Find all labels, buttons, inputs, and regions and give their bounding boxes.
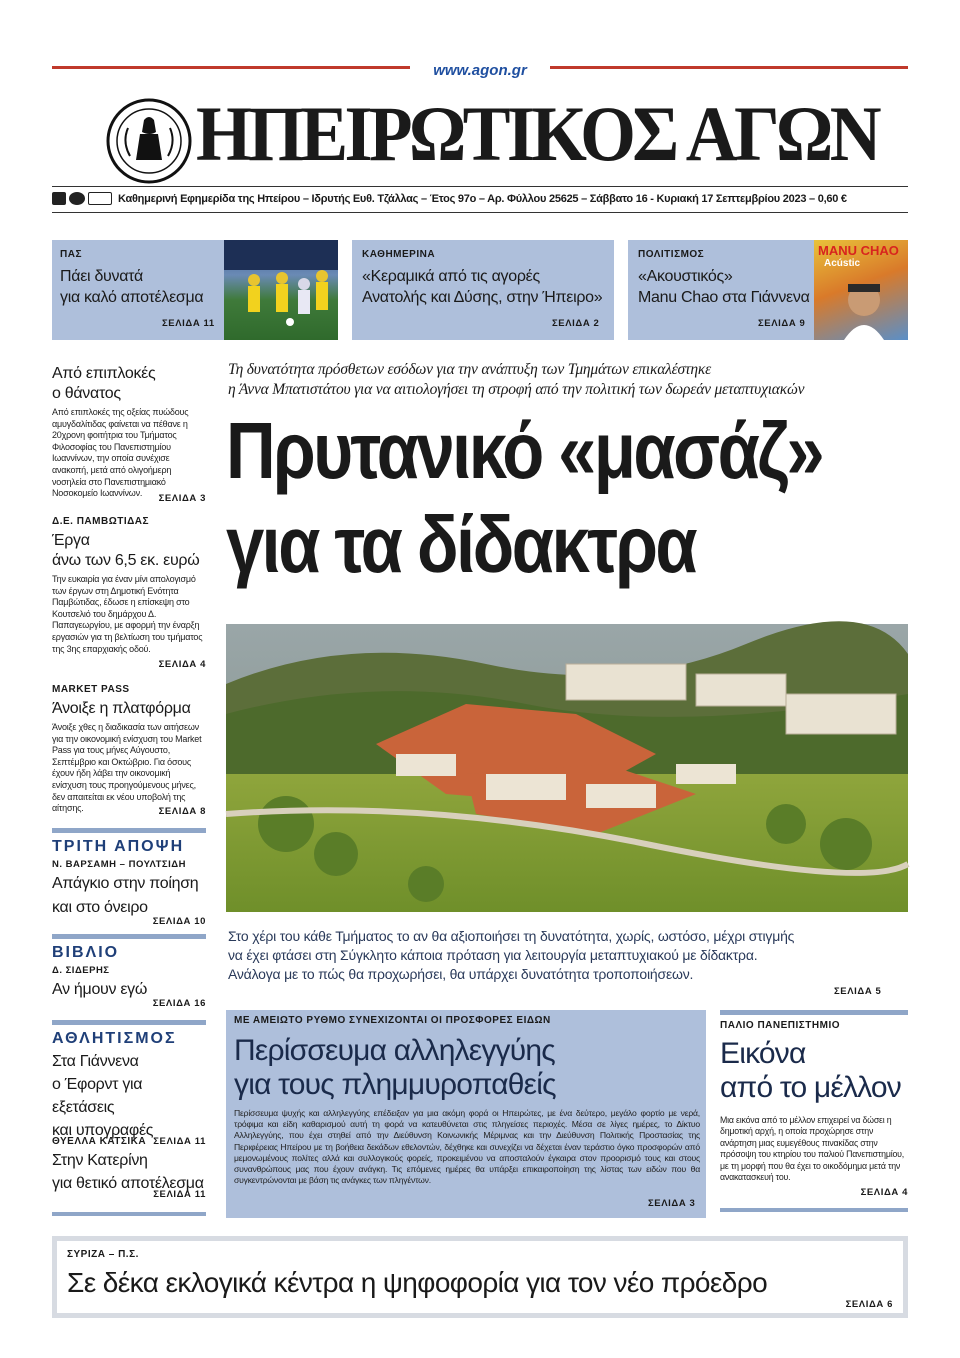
- headline-line: Απάγκιο στην ποίηση: [52, 875, 199, 892]
- logo-icon-2: [69, 192, 85, 205]
- headline-line: ο Έφορντ για εξετάσεις: [52, 1076, 143, 1116]
- sidebar-story-7[interactable]: [52, 1136, 206, 1200]
- sidebar-kicker: Δ.Ε. ΠΑΜΒΩΤΙΔΑΣ: [52, 516, 150, 527]
- masthead-rule-top: [52, 186, 908, 187]
- bottom-kicker: ΣΥΡΙΖΑ – Π.Σ.: [67, 1249, 139, 1260]
- headline-line: Περίσσευμα αλληλεγγύης: [234, 1034, 555, 1067]
- headline-line: και υπογραφές: [52, 1122, 154, 1139]
- sidebar-headline: Αν ήμουν εγώ: [52, 981, 148, 998]
- headline-line: Πρυτανικό «μασάζ»: [226, 406, 823, 495]
- sidebar-story-5[interactable]: [52, 944, 206, 1009]
- sidebar-story-1[interactable]: [52, 364, 206, 504]
- sidebar-headline: [52, 531, 206, 571]
- bottom-page: ΣΕΛΙΔΑ 6: [845, 1299, 893, 1310]
- teaser-politismos[interactable]: [628, 240, 908, 340]
- story-headline: [234, 1034, 556, 1102]
- lead-headline[interactable]: [226, 404, 828, 592]
- sidebar-body: Άνοιξε χθες η διαδικασία των αιτήσεων για την οικονομική ενίσχυση του Market Pass για τους μήνες Αύγουστο, Σεπτέμβριο και Οκτώβριο. Για όσους έχουν ήδη λάβει την οικονομική ενίσχυση τους προηγούμενους μήνες, δεν απαιτείται εκ νέου υποβολή της αίτησης.: [52, 722, 202, 814]
- sidebar-page: ΣΕΛΙΔΑ 4: [158, 659, 206, 670]
- teaser-headline: [362, 266, 602, 308]
- sidebar-headline: [52, 1050, 206, 1142]
- sidebar-headline: [52, 364, 206, 404]
- story-old-university[interactable]: [720, 1020, 908, 1198]
- teaser-page: ΣΕΛΙΔΑ 2: [552, 318, 600, 329]
- teaser-kicker: ΠΑΣ: [60, 249, 82, 260]
- manu-chao-photo: [814, 240, 908, 340]
- masthead-rule-bottom: [52, 212, 908, 213]
- headline-line: από το μέλλον: [720, 1071, 901, 1104]
- sidebar-body: Από επιπλοκές της οξείας πυώδους αμυγδαλίτιδας φαίνεται να πέθανε η 20χρονη φοιτήτρια του Τμήματος Φιλοσοφίας του Πανεπιστημίου Ιωαννίνων, την οποία συνέχισε ανακοπή, μετά από ολιγοήμερη νοσηλεία στο Πανεπιστημιακό Νοσοκομείο Ιωαννίνων.: [52, 407, 189, 499]
- story-page: ΣΕΛΙΔΑ 4: [860, 1187, 908, 1198]
- lead-deck: [228, 360, 918, 400]
- teaser-page: ΣΕΛΙΔΑ 9: [758, 318, 806, 329]
- bottom-story-syriza[interactable]: [52, 1236, 908, 1318]
- photo-sub: Acústic: [824, 258, 861, 269]
- sidebar-headline: [52, 872, 206, 920]
- section-rule: [52, 934, 206, 939]
- bottom-headline: Σε δέκα εκλογικά κέντρα η ψηφοφορία για τον νέο πρόεδρο: [67, 1267, 768, 1298]
- teaser-kicker: ΚΑΘΗΜΕΡΙΝΑ: [362, 249, 436, 260]
- sidebar-headline: Άνοιξε η πλατφόρμα: [52, 700, 191, 717]
- teaser-kathimerina[interactable]: [352, 240, 614, 340]
- headline-line: άνω των 6,5 εκ. ευρώ: [52, 552, 200, 569]
- story-flood-relief[interactable]: [226, 1010, 706, 1218]
- logo-icon-1: [52, 192, 66, 205]
- section-title: ΤΡΙΤΗ ΑΠΟΨΗ: [52, 838, 185, 855]
- sidebar-page: ΣΕΛΙΔΑ 11: [153, 1136, 206, 1147]
- headline-line: για τους πλημμυροπαθείς: [234, 1068, 556, 1101]
- sidebar-page: ΣΕΛΙΔΑ 3: [158, 493, 206, 504]
- teaser-page: ΣΕΛΙΔΑ 11: [162, 318, 215, 329]
- headline-line: Έργα: [52, 532, 90, 549]
- sidebar-kicker: Ν. ΒΑΡΣΑΜΗ – ΠΟΥΛΤΣΙΔΗ: [52, 859, 186, 870]
- teaser-line: Manu Chao στα Γιάννενα: [638, 289, 810, 306]
- deck-line: Τη δυνατότητα πρόσθετων εσόδων για την ανάπτυξη των Τμημάτων επικαλέστηκε: [228, 361, 711, 378]
- teaser-line: «Ακουστικός»: [638, 268, 733, 285]
- headline-line: Από επιπλοκές: [52, 365, 156, 382]
- football-photo: [224, 240, 338, 340]
- teaser-line: «Κεραμικά από τις αγορές: [362, 268, 540, 285]
- teaser-kicker: ΠΟΛΙΤΙΣΜΟΣ: [638, 249, 705, 260]
- sidebar-kicker: MARKET PASS: [52, 684, 130, 695]
- logo-icon-3: [88, 192, 112, 205]
- partner-logos: [52, 192, 114, 206]
- sidebar-kicker: Δ. ΣΙΔΕΡΗΣ: [52, 965, 110, 976]
- photo-caption: MANU CHAO: [818, 243, 899, 258]
- lead-caption: [228, 927, 918, 984]
- section-title: ΑΘΛΗΤΙΣΜΟΣ: [52, 1030, 177, 1047]
- sidebar-story-3[interactable]: [52, 684, 206, 817]
- story-body: Περίσσευμα ψυχής και αλληλεγγύης επέδειξαν για μια ακόμη φορά οι Ηπειρώτες, με ένα δεύτερο, μεγάλο φορτίο με νερά, τρόφιμα και είδη καθαρισμού αυτή τη φορά να κατευθύνεται στις πληγείσες περιοχές. Μέσα σε λίγες ημέρες, το Δίκτυο Αλληλεγγύης, που έχει στηθεί από την Διεύθυνση Κοινωνικής Μέριμνας και την Διεύθυνση Πολιτικής Προστασίας της Περιφέρειας Ηπείρου με τη βοήθεια δεκάδων εθελοντών, δέχθηκε και συνεχίζει να δέχεται έναν τεράστιο όγκο προσφορών από μεμονωμένους πολίτες αλλά και συλλογικούς φορείς, προκειμένου να αποσταλούν έγκαιρα στον προορισμό τους και στους συνανθρώπους μας που έχουν ανάγκη. Τις επόμενες ημέρες θα υπάρξει επικαιροποίηση της λίστας των ειδών που θα συγκεντρώνονται με βάση τις ανάγκες των πληγέντων.: [234, 1108, 700, 1186]
- headline-line: για τα δίδακτρα: [226, 500, 696, 589]
- caption-line: να έχει φτάσει στη Σύγκλητο κάποια πρόταση για λειτουργία μεταπτυχιακού με δίδακτρα.: [228, 947, 758, 963]
- section-title: ΒΙΒΛΙΟ: [52, 944, 120, 961]
- story-headline: [720, 1037, 908, 1105]
- headline-line: Στην Κατερίνη: [52, 1152, 148, 1169]
- masthead-title: ΗΠΕΙΡΩΤΙΚΟΣ ΑΓΩΝ: [196, 90, 878, 177]
- deck-line: η Άννα Μπατιστάτου για να αιτιολογήσει τη στροφή από την πολιτική των δωρεάν μεταπτυχιακών: [228, 381, 805, 398]
- headline-line: για θετικό αποτέλεσμα: [52, 1175, 204, 1192]
- section-rule: [720, 1010, 908, 1015]
- section-rule: [52, 1212, 206, 1216]
- sidebar-story-4[interactable]: [52, 838, 206, 927]
- sidebar-story-6[interactable]: [52, 1030, 206, 1147]
- headline-line: Στα Γιάννενα: [52, 1053, 139, 1070]
- teaser-line: για καλό αποτέλεσμα: [60, 289, 204, 306]
- headline-line: Εικόνα: [720, 1037, 806, 1070]
- teaser-line: Ανατολής και Δύσης, στην Ήπειρο»: [362, 289, 603, 306]
- teaser-headline: [638, 266, 810, 308]
- teaser-headline: [60, 266, 203, 308]
- story-kicker: ΜΕ ΑΜΕΙΩΤΟ ΡΥΘΜΟ ΣΥΝΕΧΙΖΟΝΤΑΙ ΟΙ ΠΡΟΣΦΟΡΕΣ ΕΙΔΩΝ: [234, 1015, 551, 1026]
- caption-line: Ανάλογα με το πώς θα προχωρήσει, θα υπάρχει δυνατότητα τροποποιήσεων.: [228, 966, 694, 982]
- caption-line: Στο χέρι του κάθε Τμήματος το αν θα αξιοποιήσει τη δυνατότητα, χωρίς, ωστόσο, μέχρι στιγμής: [228, 928, 795, 944]
- teaser-pas[interactable]: [52, 240, 338, 340]
- story-kicker: ΠΑΛΙΟ ΠΑΝΕΠΙΣΤΗΜΙΟ: [720, 1020, 841, 1031]
- sidebar-kicker: ΘΥΕΛΛΑ ΚΑΤΣΙΚΑ: [52, 1136, 147, 1147]
- sidebar-page: ΣΕΛΙΔΑ 8: [158, 806, 206, 817]
- masthead-info-line: Καθημερινή Εφημερίδα της Ηπείρου – Ιδρυτής Ευθ. Τζάλλας – Έτος 97ο – Αρ. Φύλλου 25625 – Σάββατο 16 - Κυριακή 17 Σεπτεμβρίου 2023 – 0,60 €: [118, 193, 847, 205]
- headline-line: ο θάνατος: [52, 385, 121, 402]
- sidebar-page: ΣΕΛΙΔΑ 11: [153, 1189, 206, 1200]
- story-body: Μια εικόνα από το μέλλον επιχειρεί να δώσει η δημοτική αρχή, η οποία προχώρησε στην ανάρτηση μιας ευμεγέθους πινακίδας στην πρόσοψη του κτηρίου του παλιού Πανεπιστημίου, με τη μορφή που θα έχει το οικοδόμημα μετά την ανακατασκευή του.: [720, 1115, 905, 1183]
- sidebar-page: ΣΕΛΙΔΑ 16: [152, 998, 206, 1009]
- sidebar-page: ΣΕΛΙΔΑ 10: [152, 916, 206, 927]
- section-rule: [52, 1020, 206, 1025]
- lead-photo-university: [226, 624, 908, 912]
- teaser-line: Πάει δυνατά: [60, 268, 143, 285]
- masthead-seal: [106, 98, 192, 184]
- sidebar-story-2[interactable]: [52, 516, 206, 670]
- section-rule: [52, 828, 206, 833]
- sidebar-body: Την ευκαιρία για έναν μίνι απολογισμό των έργων στη Δημοτική Ενότητα Παμβώτιδας, έδωσε η επίσκεψη στο Κουτσελιό του δημάρχου Δ. Παπαγεωργίου, με αφορμή την έναρξη εργασιών για τη βελτίωση του τμήματος της 3ης επαρχιακής οδού.: [52, 574, 203, 654]
- story-page: ΣΕΛΙΔΑ 3: [648, 1198, 696, 1209]
- site-url[interactable]: www.agon.gr: [410, 62, 550, 79]
- headline-line: και στο όνειρο: [52, 899, 148, 916]
- lead-page: ΣΕΛΙΔΑ 5: [834, 986, 882, 997]
- section-rule: [720, 1208, 908, 1212]
